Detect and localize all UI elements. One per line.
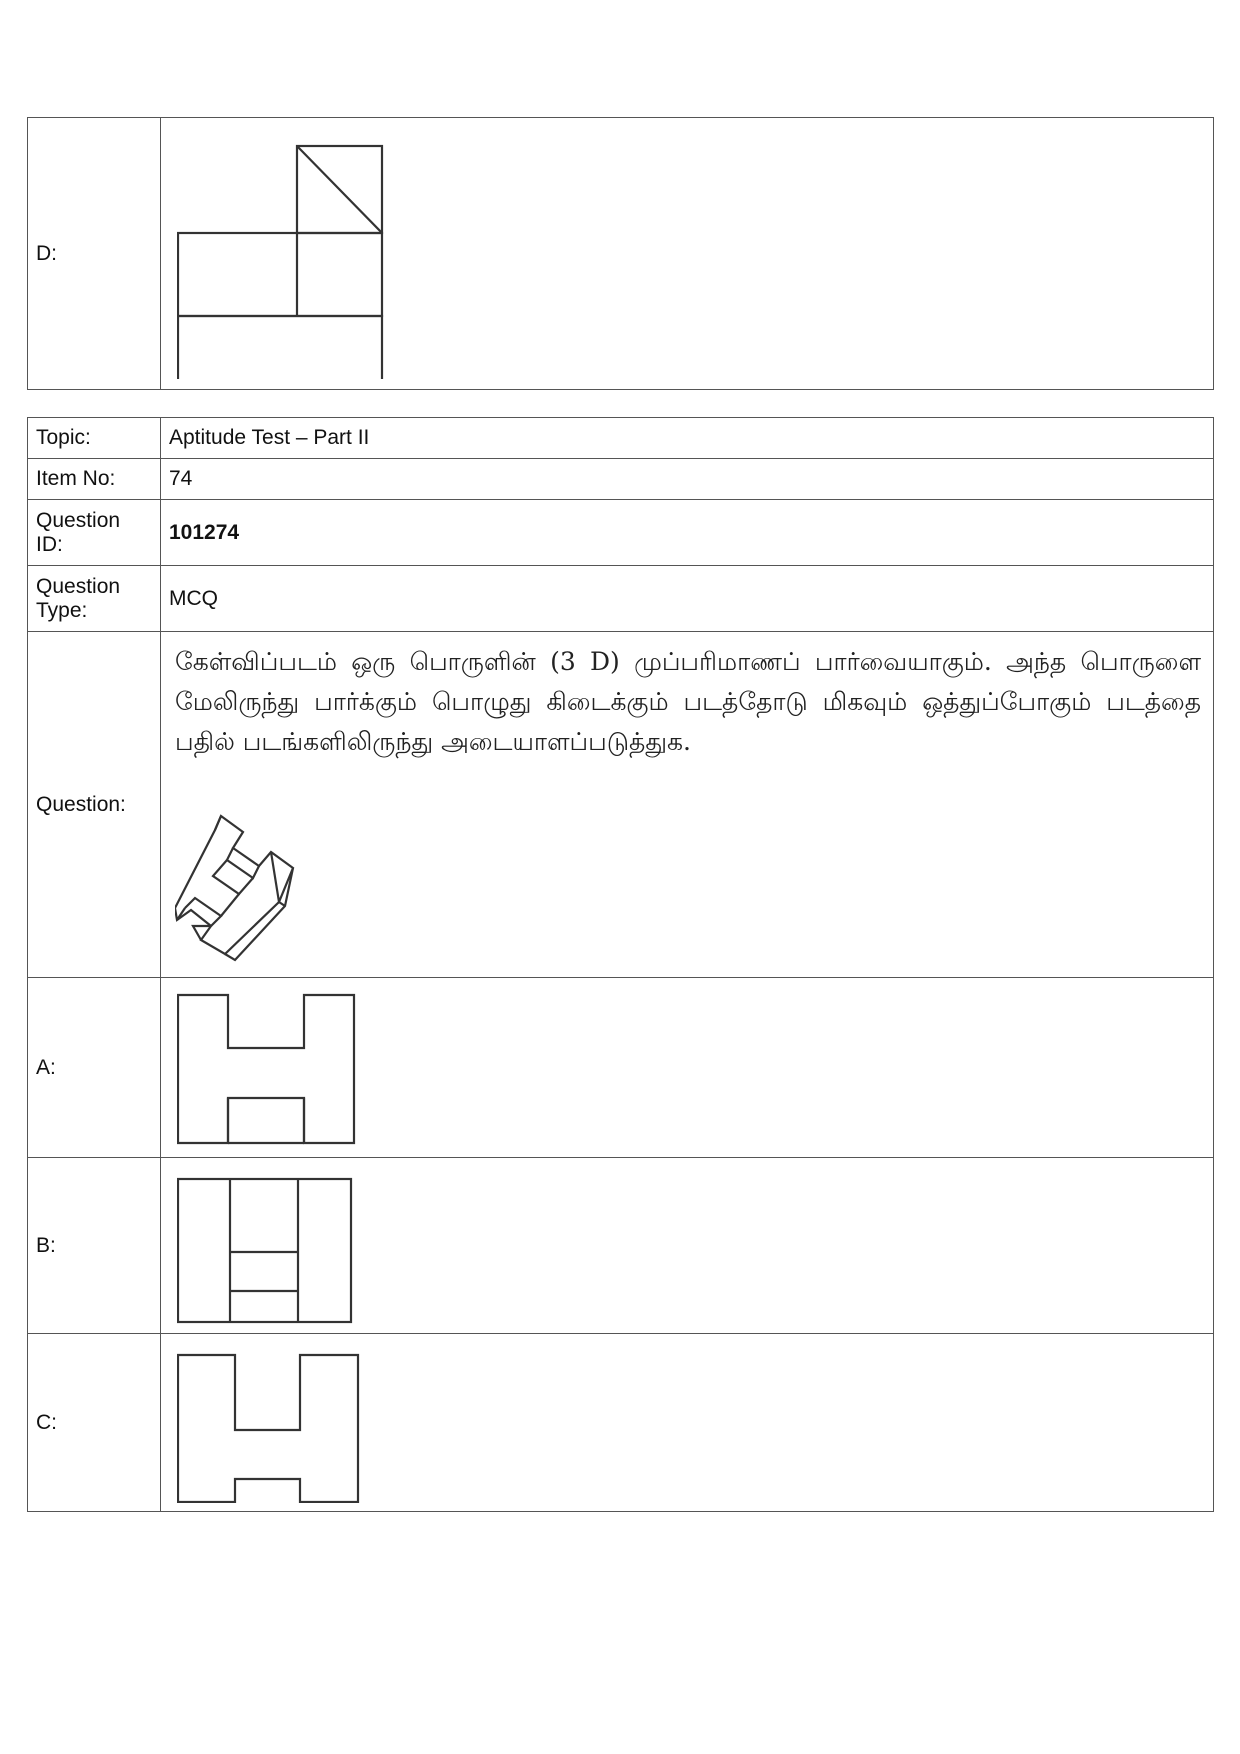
- option-a-figure: [177, 988, 367, 1148]
- option-b-figure: [177, 1166, 367, 1326]
- question-type-label: Question Type:: [28, 566, 161, 632]
- option-c-figure: [177, 1343, 367, 1503]
- question-id-row: [28, 500, 1214, 566]
- question-id-label: Question ID:: [28, 500, 161, 566]
- option-b-label: B:: [28, 1158, 161, 1334]
- question-text: கேள்விப்படம் ஒரு பொருளின் (3 D) முப்பரிமாணப் பார்வையாகும். அந்த பொருளை மேலிருந்து பார்க்கும் பொழுது கிடைக்கும் படத்தோடு மிகவும் ஒத்துப்போகும் படத்தை பதில் படங்களிலிருந்து அடையாளப்படுத்துக.: [175, 647, 1201, 756]
- option-a-figure-cell: [161, 978, 1214, 1158]
- question-type-row: [28, 566, 1214, 632]
- question-id-value: 101274: [161, 500, 1214, 566]
- option-c-figure-cell: [161, 1334, 1214, 1512]
- option-d-figure-cell: [161, 118, 1214, 390]
- option-c-label: C:: [28, 1334, 161, 1512]
- option-d-table: [27, 117, 1214, 390]
- option-b-figure-cell: [161, 1158, 1214, 1334]
- item-row: [28, 459, 1214, 500]
- topic-label: Topic:: [28, 418, 161, 459]
- option-d-figure: [177, 129, 397, 379]
- item-value: 74: [161, 459, 1214, 500]
- topic-row: [28, 418, 1214, 459]
- question-type-value: MCQ: [161, 566, 1214, 632]
- option-a-row: [28, 978, 1214, 1158]
- question-row: [28, 632, 1214, 978]
- option-b-row: [28, 1158, 1214, 1334]
- question-3d-figure: [175, 810, 315, 970]
- option-d-label: D:: [28, 118, 161, 390]
- topic-value: Aptitude Test – Part II: [161, 418, 1214, 459]
- question-table: [27, 417, 1214, 1512]
- question-label: Question:: [28, 632, 161, 978]
- item-label: Item No:: [28, 459, 161, 500]
- option-c-row: [28, 1334, 1214, 1512]
- option-a-label: A:: [28, 978, 161, 1158]
- question-cell: [161, 632, 1214, 978]
